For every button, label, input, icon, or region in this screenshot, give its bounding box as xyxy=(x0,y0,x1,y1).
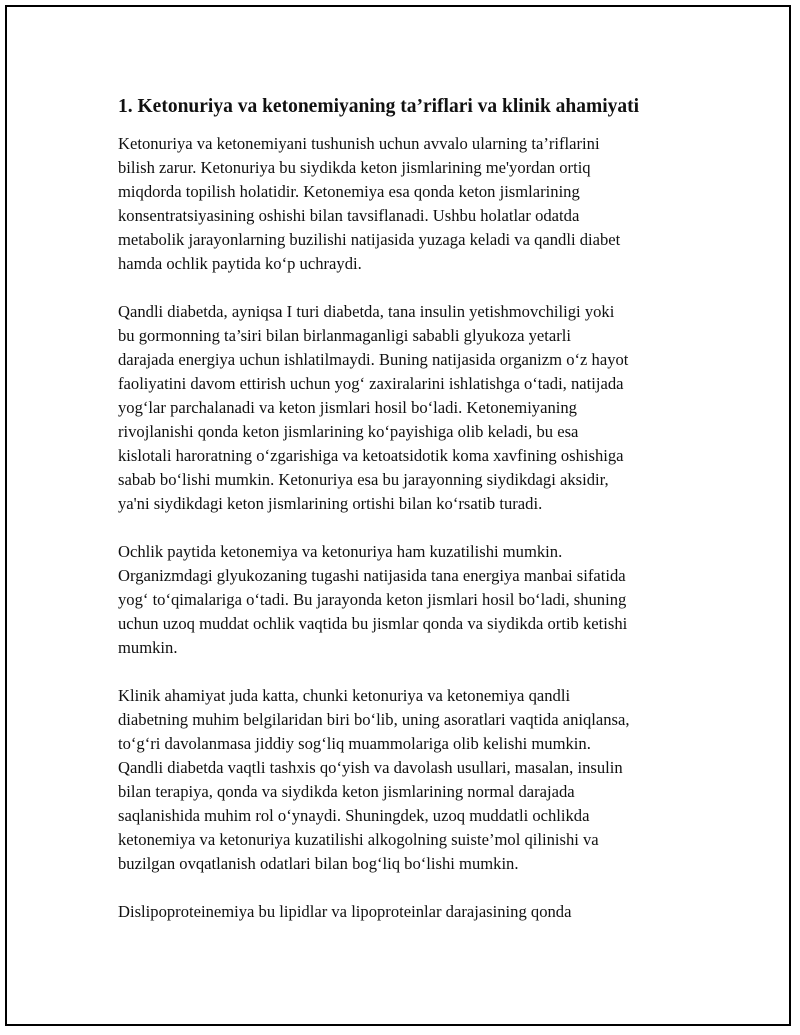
document-body xyxy=(118,94,688,948)
paragraph-fasting: Ochlik paytida ketonemiya va ketonuriya ham kuzatilishi mumkin. Organizmdagi glyukozaning tugashi natijasida tana energiya manbai sifatida yog‘ to‘qimalariga o‘tadi. Bu jarayonda keton jismlari hosil bo‘ladi, shuning uchun uzoq muddat ochlik vaqtida bu jismlar qonda va siydikda ortib ketishi mumkin. xyxy=(118,542,628,657)
paragraph-definitions: Ketonuriya va ketonemiyani tushunish uchun avvalo ularning ta’riflarini bilish zarur. Ketonuriya bu siydikda keton jismlarining me'yordan ortiq miqdorda topilish holatidir. Ketonemiya esa qonda keton jismlarining konsentratsiyasining oshishi bilan tavsiflanadi. Ushbu holatlar odatda metabolik jarayonlarning buzilishi natijasida yuzaga keladi va qandli diabet hamda ochlik paytida ko‘p uchraydi. xyxy=(118,134,621,273)
paragraph-clinical-significance: Klinik ahamiyat juda katta, chunki ketonuriya va ketonemiya qandli diabetning muhim belgilaridan biri bo‘lib, uning asoratlari vaqtida aniqlansa, to‘g‘ri davolanmasa jiddiy sog‘liq muammolariga olib kelishi mumkin. Qandli diabetda vaqtli tashxis qo‘yish va davolash usullari, masalan, insulin bilan terapiya, qonda va siydikda keton jismlarining normal darajada saqlanishida muhim rol o‘ynaydi. Shuningdek, uzoq muddatli ochlikda ketonemiya va ketonuriya kuzatilishi alkogolning suiste’mol qilinishi va buzilgan ovqatlanish odatlari bilan bog‘liq bo‘lishi mumkin. xyxy=(118,686,630,873)
section-heading: 1. Ketonuriya va ketonemiyaning ta’riflari va klinik ahamiyati xyxy=(118,96,640,117)
paragraph-diabetes: Qandli diabetda, ayniqsa I turi diabetda, tana insulin yetishmovchiligi yoki bu gormonning ta’siri bilan birlanmaganligi sababli glyukoza yetarli darajada energiya uchun ishlatilmaydi. Buning natijasida organizm o‘z hayot faoliyatini davom ettirish uchun yog‘ zaxiralarini ishlatishga o‘tadi, natijada yog‘lar parchalanadi va keton jismlari hosil bo‘ladi. Ketonemiyaning rivojlanishi qonda keton jismlarining ko‘payishiga olib keladi, bu esa kislotali haroratning o‘zgarishiga va ketoatsidotik koma xavfining oshishiga sabab bo‘lishi mumkin. Ketonuriya esa bu jarayonning siydikdagi aksidir, ya'ni siydikdagi keton jismlarining ortishi bilan ko‘rsatib turadi. xyxy=(118,302,629,513)
paragraph-dyslipoproteinemia: Dislipoproteinemiya bu lipidlar va lipoproteinlar darajasining qonda xyxy=(118,902,572,921)
